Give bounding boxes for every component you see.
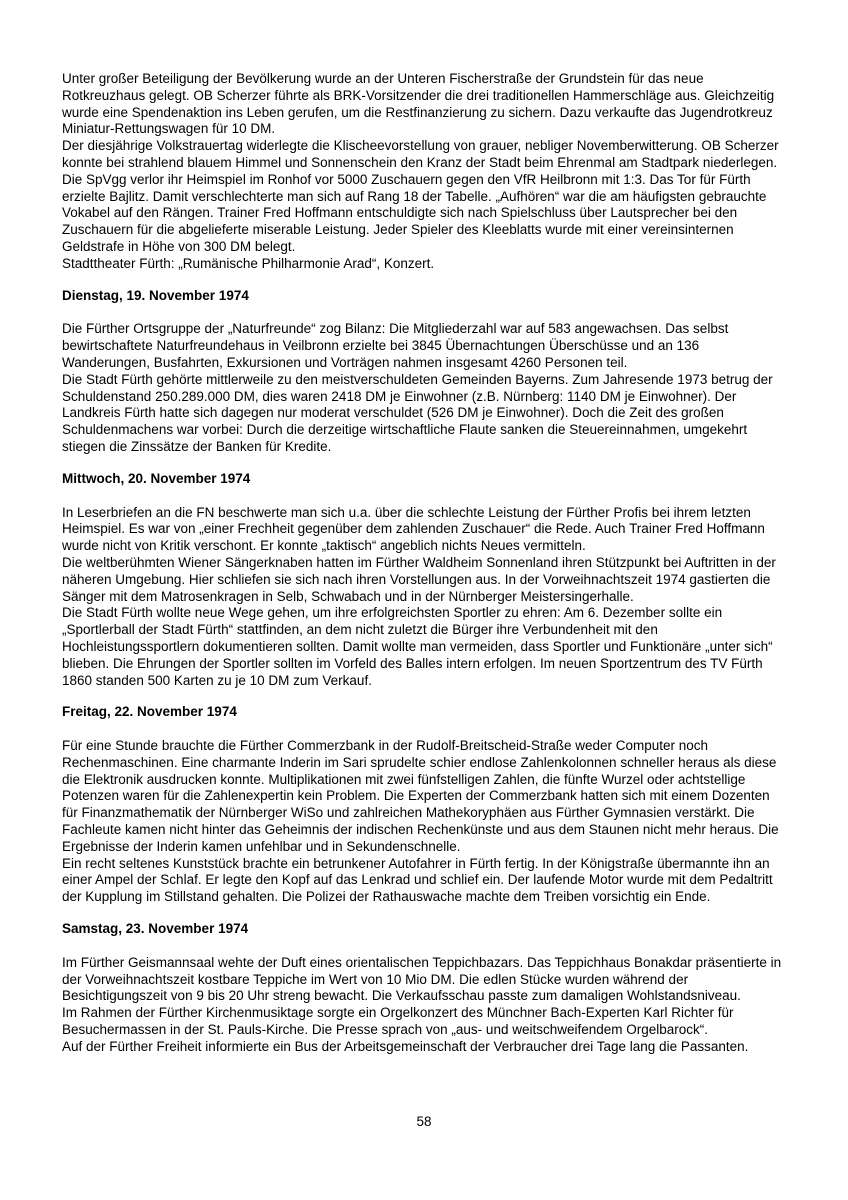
page-number: 58 xyxy=(416,1114,432,1129)
body-paragraph: Die Fürther Ortsgruppe der „Naturfreunde“ zog Bilanz: Die Mitgliederzahl war auf 583 angewachsen. Das selbst bewirtschaftete Naturfreundehaus in Veilbronn erzielte bei 3845 Übernachtungen Überschüsse und an 136 Wanderungen, Busfahrten, Exkursionen und Vorträgen nahmen insgesamt 4260 Personen teil. xyxy=(62,321,729,370)
date-heading: Freitag, 22. November 1974 xyxy=(62,704,237,720)
body-paragraph: Auf der Fürther Freiheit informierte ein Bus der Arbeitsgemeinschaft der Verbraucher drei Tage lang die Passanten. xyxy=(62,1038,749,1054)
body-paragraph: Im Rahmen der Fürther Kirchenmusiktage sorgte ein Orgelkonzert des Münchner Bach-Experten Karl Richter für Besuchermassen in der St. Pauls-Kirche. Die Presse sprach von „aus- und weitschweifendem Orgelbarock“. xyxy=(62,1005,734,1038)
body-paragraph: Der diesjährige Volkstrauertag widerlegte die Klischeevorstellung von grauer, nebliger Novemberwitterung. OB Scherzer konnte bei strahlend blauem Himmel und Sonnenschein den Kranz der Stadt beim Ehrenmal am Stadtpark niederlegen. xyxy=(62,138,779,170)
body-paragraph: Die weltberühmten Wiener Sängerknaben hatten im Fürther Waldheim Sonnenland ihren Stützpunkt bei Auftritten in der näheren Umgebung. Hier schliefen sie sich nach ihren Vorstellungen aus. In der Vorweihnachtszeit 1974 gastierten die Sänger mit dem Matrosenkragen in Selb, Schwabach und in der Nürnberger Meistersingerhalle. xyxy=(62,554,776,604)
body-paragraph: Unter großer Beteiligung der Bevölkerung wurde an der Unteren Fischerstraße der Grundstein für das neue Rotkreuzhaus gelegt. OB Scherzer führte als BRK-Vorsitzender die drei traditionellen Hammerschläge aus. Gleichzeitig wurde eine Spendenaktion ins Leben gerufen, um die Restfinanzierung zu sichern. Dazu verkaufte das Jugendrotkreuz Miniatur-Rettungswagen für 10 DM. xyxy=(62,71,775,137)
body-paragraph: In Leserbriefen an die FN beschwerte man sich u.a. über die schlechte Leistung der Fürther Profis bei ihrem letzten Heimspiel. Es war von „einer Frechheit gegenüber dem zahlenden Zuschauer“ die Rede. Auch Trainer Fred Hoffmann wurde nicht von Kritik verschont. Er konnte „taktisch“ angeblich nichts Neues vermitteln. xyxy=(62,504,765,554)
date-heading: Dienstag, 19. November 1974 xyxy=(62,287,249,303)
date-heading: Samstag, 23. November 1974 xyxy=(62,921,249,937)
body-paragraph: Die SpVgg verlor ihr Heimspiel im Ronhof vor 5000 Zuschauern gegen den VfR Heilbronn mit 1:3. Das Tor für Fürth erzielte Bajlitz. Damit verschlechterte man sich auf Rang 18 der Tabelle. „Aufhören“ war die am häufigsten gebrauchte Vokabel auf den Rängen. Trainer Fred Hoffmann entschuldigte sich nach Spielschluss über Lautsprecher bei den Zuschauern für die abgelieferte miserable Leistung. Jeder Spieler des Kleeblatts wurde mit einer vereinsinternen Geldstrafe in Höhe von 300 DM belegt. xyxy=(62,171,767,254)
body-paragraph: Ein recht seltenes Kunststück brachte ein betrunkener Autofahrer in Fürth fertig. In der Königstraße übermannte ihn an einer Ampel der Schlaf. Er legte den Kopf auf das Lenkrad und schlief ein. Der laufende Motor wurde mit dem Pedaltritt der Kupplung im Stillstand gehalten. Die Polizei der Rathauswache machte dem Treiben vorsichtig ein Ende. xyxy=(62,855,773,905)
body-paragraph: Die Stadt Fürth wollte neue Wege gehen, um ihre erfolgreichsten Sportler zu ehren: Am 6. Dezember sollte ein „Sportlerball der Stadt Fürth“ stattfinden, an dem nicht zuletzt die Bürger ihre Verbundenheit mit den Hochleistungssportlern dokumentieren sollten. Damit wollte man vermeiden, dass Sportler und Funktionäre „unter sich“ blieben. Die Ehrungen der Sportler sollten im Vorfeld des Balles intern erfolgen. Im neuen Sportzentrum des TV Fürth 1860 standen 500 Karten zu je 10 DM zum Verkauf. xyxy=(62,605,773,688)
body-paragraph: Für eine Stunde brauchte die Fürther Commerzbank in der Rudolf-Breitscheid-Straße weder Computer noch Rechenmaschinen. Eine charmante Inderin im Sari sprudelte schier endlose Zahlenkolonnen schneller heraus als diese die Elektronik ausdrucken konnte. Multiplikationen mit zwei fünfstelligen Zahlen, die fünfte Wurzel oder achtstellige Potenzen waren für die Zahlenexpertin kein Problem. Die Experten der Commerzbank hatten sich mit einem Dozenten für Finanzmathematik der Nürnberger WiSo und zahlreichen Mathekoryphäen aus Fürther Gymnasien verstärkt. Die Fachleute kamen nicht hinter das Geheimnis der indischen Rechenkünste und aus dem Staunen nicht mehr heraus. Die Ergebnisse der Inderin kamen unfehlbar und in Sekundenschnelle. xyxy=(62,738,779,854)
body-paragraph: Im Fürther Geismannsaal wehte der Duft eines orientalischen Teppichbazars. Das Teppichhaus Bonakdar präsentierte in der Vorweihnachtszeit kostbare Teppiche im Wert von 10 Mio DM. Die edlen Stücke wurden während der Besichtigungszeit von 9 bis 20 Uhr streng bewacht. Die Verkaufsschau passte zum damaligen Wohlstandsniveau. xyxy=(62,954,782,1004)
document-body xyxy=(62,71,789,1056)
body-paragraph: Die Stadt Fürth gehörte mittlerweile zu den meistverschuldeten Gemeinden Bayerns. Zum Jahresende 1973 betrug der Schuldenstand 250.289.000 DM, dies waren 2418 DM je Einwohner (z.B. Nürnberg: 1140 DM je Einwohner). Der Landkreis Fürth hatte sich dagegen nur moderat verschuldet (526 DM je Einwohner). Doch die Zeit des großen Schuldenmachens war vorbei: Durch die derzeitige wirtschaftliche Flaute sanken die Steuereinnahmen, umgekehrt stiegen die Zinssätze der Banken für Kredite. xyxy=(62,371,773,454)
date-heading: Mittwoch, 20. November 1974 xyxy=(62,470,251,486)
body-paragraph: Stadttheater Fürth: „Rumänische Philharmonie Arad“, Konzert. xyxy=(62,255,435,271)
